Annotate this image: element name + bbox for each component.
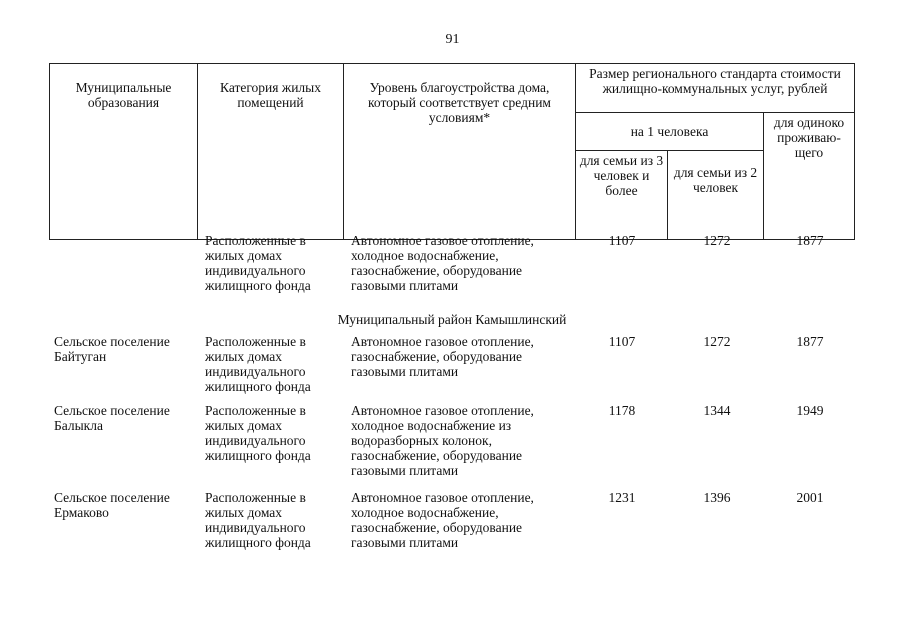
header-single: для одиноко проживаю-щего: [764, 113, 855, 240]
row-value-single: 1877: [796, 334, 824, 349]
row-category: Расположенные в жилых домах индивидуального жилищного фонда: [205, 233, 311, 293]
row-value-family3: 1107: [608, 233, 636, 248]
header-category: Категория жилых помещений: [198, 64, 344, 240]
row-value-family3: 1107: [608, 334, 636, 349]
row-value-single: 2001: [796, 490, 824, 505]
header-standard: Размер регионального стандарта стоимости жилищно-коммунальных услуг, рублей: [576, 64, 855, 113]
row-level: Автономное газовое отопление, холодное водоснабжение, газоснабжение, оборудование газовыми плитами: [351, 490, 534, 550]
row-value-family2: 1272: [703, 334, 731, 349]
row-value-family2: 1396: [703, 490, 731, 505]
row-value-family2: 1344: [703, 403, 731, 418]
row-category: Расположенные в жилых домах индивидуального жилищного фонда: [205, 334, 311, 394]
row-level: Автономное газовое отопление, холодное водоснабжение, газоснабжение, оборудование газовыми плитами: [351, 233, 534, 293]
page-number: 91: [445, 32, 460, 47]
table-header: [49, 63, 855, 240]
row-category: Расположенные в жилых домах индивидуального жилищного фонда: [205, 490, 311, 550]
header-per-person: на 1 человека: [576, 113, 764, 151]
header-family3: для семьи из 3 человек и более: [576, 151, 668, 240]
header-family2: для семьи из 2 человек: [668, 151, 764, 240]
header-level: Уровень благоустройства дома, который соответствует средним условиям*: [344, 64, 576, 240]
row-municipality: Сельское поселение Балыкла: [54, 403, 170, 433]
row-level: Автономное газовое отопление, холодное водоснабжение из водоразборных колонок, газоснабжение, оборудование газовыми плитами: [351, 403, 534, 478]
header-municipal: Муниципальные образования: [50, 64, 198, 240]
row-value-family2: 1272: [703, 233, 731, 248]
row-municipality: Сельское поселение Ермаково: [54, 490, 170, 520]
district-title: Муниципальный район Камышлинский: [337, 312, 567, 327]
row-value-single: 1949: [796, 403, 824, 418]
row-value-family3: 1231: [608, 490, 636, 505]
row-municipality: Сельское поселение Байтуган: [54, 334, 170, 364]
row-value-family3: 1178: [608, 403, 636, 418]
row-category: Расположенные в жилых домах индивидуального жилищного фонда: [205, 403, 311, 463]
row-value-single: 1877: [796, 233, 824, 248]
row-level: Автономное газовое отопление, газоснабжение, оборудование газовыми плитами: [351, 334, 534, 379]
